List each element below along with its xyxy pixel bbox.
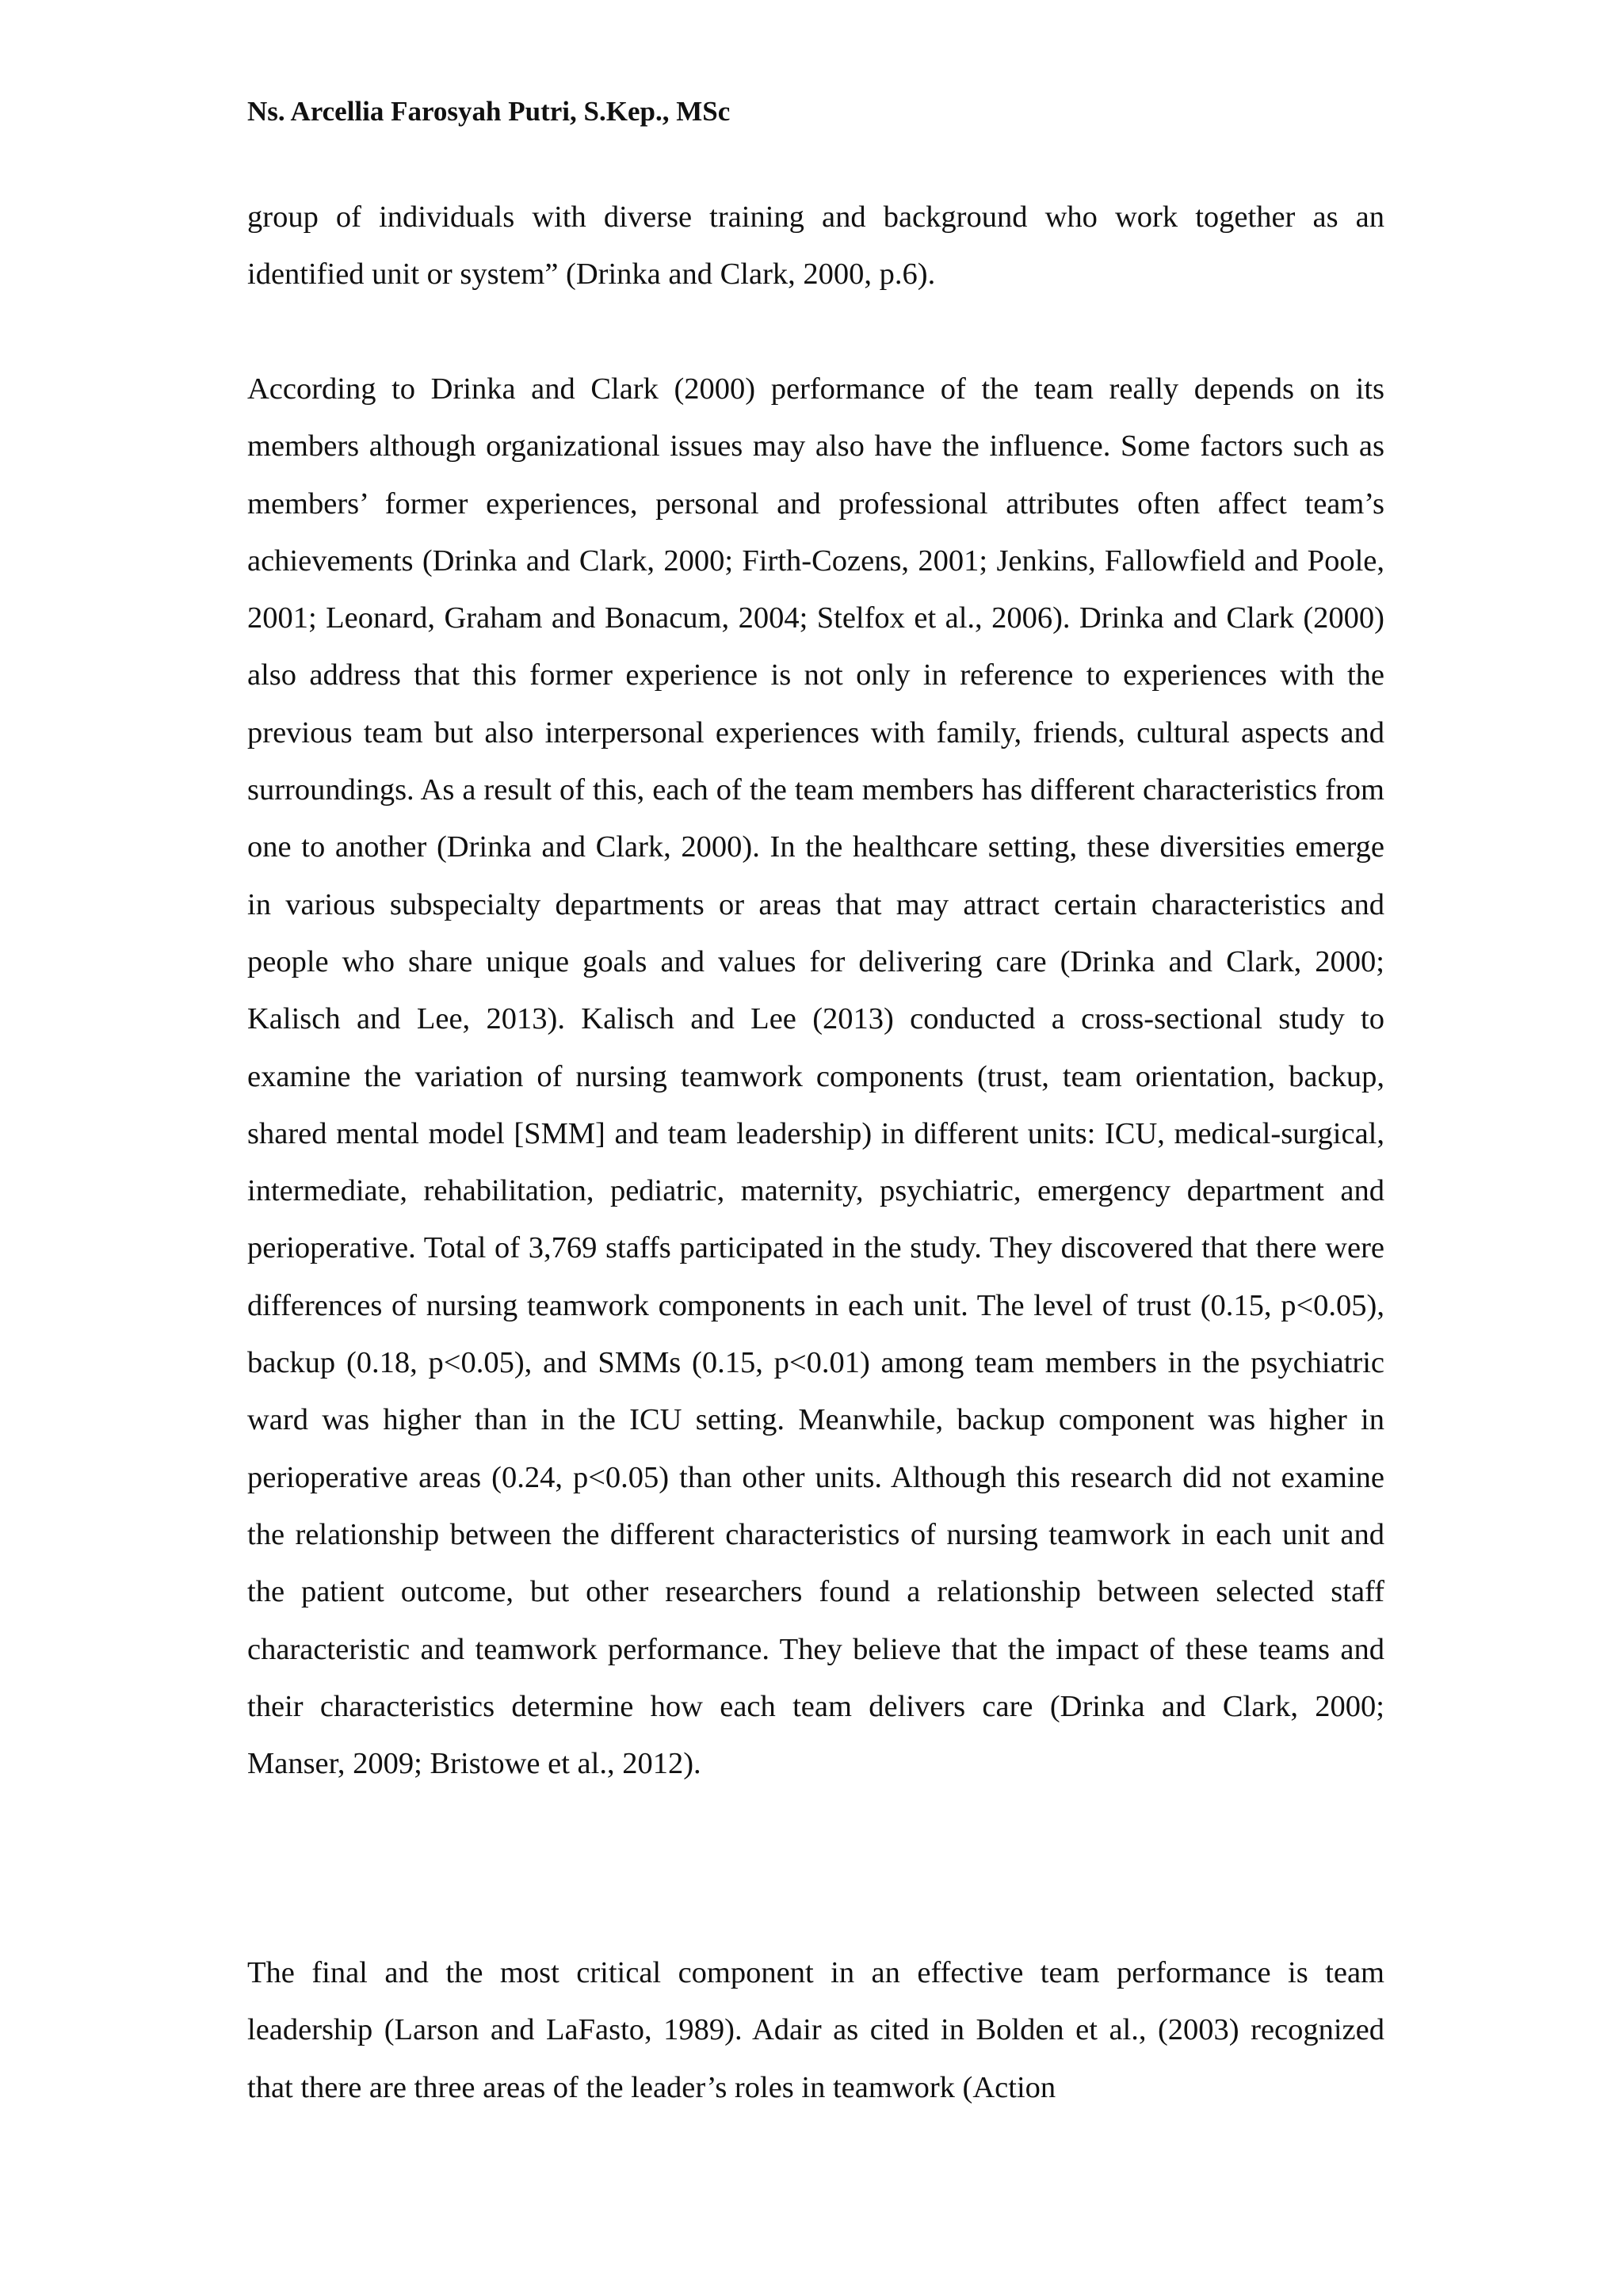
running-header-author: Ns. Arcellia Farosyah Putri, S.Kep., MSc (247, 96, 731, 127)
paragraph-2: According to Drinka and Clark (2000) performance of the team really depends on its members although organizational issues may also have the influence. Some factors such as members’ former experiences, personal and professional attributes often affect team’s achievements (Drinka and Clark, 2000; Firth-Cozens, 2001; Jenkins, Fallowfield and Poole, 2001; Leonard, Graham and Bonacum, 2004; Stelfox et al., 2006). Drinka and Clark (2000) also address that this former experience is not only in reference to experiences with the previous team but also interpersonal experiences with family, friends, cultural aspects and surroundings. As a result of this, each of the team members has different characteristics from one to another (Drinka and Clark, 2000). In the healthcare setting, these diversities emerge in various subspecialty departments or areas that may attract certain characteristics and people who share unique goals and values for delivering care (Drinka and Clark, 2000; Kalisch and Lee, 2013). Kalisch and Lee (2013) conducted a cross-sectional study to examine the variation of nursing teamwork components (trust, team orientation, backup, shared mental model [SMM] and team leadership) in different units: ICU, medical-surgical, intermediate, rehabilitation, pediatric, maternity, psychiatric, emergency department and perioperative. Total of 3,769 staffs participated in the study. They discovered that there were differences of nursing teamwork components in each unit. The level of trust (0.15, p<0.05), backup (0.18, p<0.05), and SMMs (0.15, p<0.01) among team members in the psychiatric ward was higher than in the ICU setting. Meanwhile, backup component was higher in perioperative areas (0.24, p<0.05) than other units. Although this research did not examine the relationship between the different characteristics of nursing teamwork in each unit and the patient outcome, but other researchers found a relationship between selected staff characteristic and teamwork performance. They believe that the impact of these teams and their characteristics determine how each team delivers care (Drinka and Clark, 2000; Manser, 2009; Bristowe et al., 2012). (247, 372, 1384, 1781)
paragraph-1: group of individuals with diverse training and background who work together as an identified unit or system” (Drinka and Clark, 2000, p.6). (247, 200, 1384, 292)
paragraph-3: The final and the most critical component in an effective team performance is team leadership (Larson and LaFasto, 1989). Adair as cited in Bolden et al., (2003) recognized that there are three areas of the leader’s roles in teamwork (Action (247, 1956, 1384, 2104)
